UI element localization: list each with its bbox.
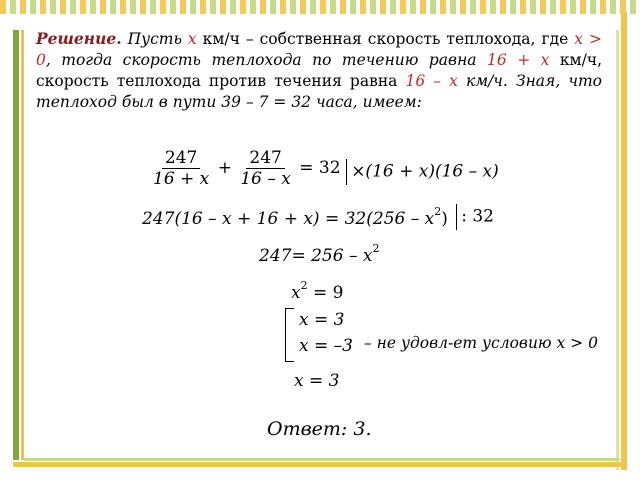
decorative-bottom-bar-inner: [24, 458, 620, 461]
equation-1: [150, 148, 341, 189]
decorative-right-bar-inner: [616, 30, 619, 470]
decorative-right-bar: [621, 12, 627, 470]
text-fragment: Пусть: [121, 30, 188, 48]
variable: x: [291, 283, 301, 303]
exponent: 2: [434, 205, 442, 218]
divisor-text: : 32: [461, 206, 494, 227]
solution-set-bracket: [285, 308, 294, 362]
vertical-bar: [346, 159, 347, 185]
decorative-left-bar: [13, 30, 19, 460]
fraction-1: [150, 148, 212, 189]
answer: Ответ: 3.: [267, 418, 372, 440]
exponent: 2: [300, 279, 308, 292]
numerator: 247: [162, 148, 200, 169]
equation-4: [291, 279, 343, 303]
text-fragment: км/ч – собственная скорость теплохода, где: [196, 30, 575, 48]
root-1: [299, 310, 344, 330]
root-2: [299, 336, 353, 356]
vertical-bar: [456, 204, 457, 230]
multiplier-text: ×(16 + x)(16 – x): [351, 161, 499, 182]
final-root-text: x = 3: [294, 371, 340, 391]
text-fragment: км/ч, скорость теплохода против течения равна: [36, 51, 602, 90]
root-2-text: x = –3: [299, 336, 353, 356]
denominator: 16 + x: [153, 169, 210, 189]
decorative-top-stripe: [0, 0, 640, 14]
decorative-bottom-bar: [13, 462, 627, 467]
upstream-speed: 16 – x: [405, 72, 458, 90]
rejection-note: – не удовл-ет условию x > 0: [364, 334, 598, 352]
equation-2: [142, 205, 448, 229]
closing-paren: ): [441, 209, 448, 229]
multiplier-note: [342, 159, 499, 185]
downstream-speed: 16 + x: [487, 51, 550, 69]
solution-paragraph: [36, 28, 602, 113]
equation-rhs: = 9: [307, 283, 344, 303]
equation-rhs: = 32: [299, 158, 341, 178]
text-fragment: , тогда скорость теплохода по течению равна: [45, 51, 487, 69]
equation-final: [294, 371, 339, 391]
solution-label: Решение.: [36, 29, 122, 48]
numerator: 247: [246, 148, 284, 169]
condition: x > 0: [36, 30, 602, 69]
root-1-text: x = 3: [299, 310, 345, 330]
divisor-note: [452, 204, 494, 230]
denominator: 16 – x: [240, 169, 291, 189]
equation-3-text: 247= 256 – x: [259, 246, 373, 266]
decorative-left-bar-inner: [21, 30, 24, 460]
fraction-2: [237, 148, 294, 189]
exponent: 2: [372, 242, 380, 255]
equation-2-text: 247(16 – x + 16 + x) = 32(256 – x: [142, 209, 435, 229]
equation-3: [259, 242, 379, 266]
plus-sign: +: [217, 158, 232, 178]
variable-x: x: [187, 30, 197, 48]
text-fragment: км/ч. Зная, что теплоход был в пути 39 – 7 = 32 часа, имеем:: [36, 72, 602, 111]
